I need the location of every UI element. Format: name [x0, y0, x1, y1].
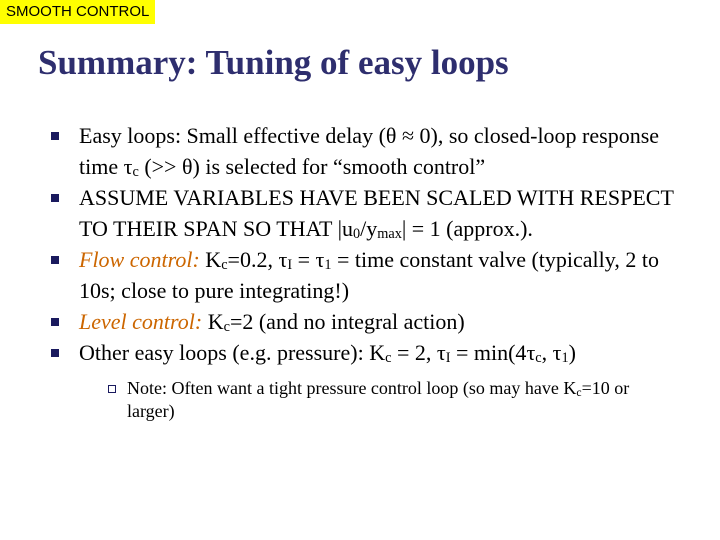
- text: =: [292, 247, 316, 272]
- bullet-list: [51, 120, 691, 423]
- tau-symbol: τ: [436, 340, 446, 365]
- text: K: [202, 309, 224, 334]
- text: ASSUME VARIABLES HAVE BEEN SCALED WITH RESPECT TO THEIR SPAN SO THAT |u: [79, 185, 674, 241]
- section-tag: SMOOTH CONTROL: [0, 0, 155, 24]
- text: /y: [360, 216, 378, 241]
- subscript: 1: [324, 257, 332, 273]
- subscript: max: [377, 226, 402, 242]
- text: ): [568, 340, 576, 365]
- theta-symbol: θ: [385, 123, 397, 148]
- hollow-square-bullet-icon: [108, 385, 116, 393]
- square-bullet-icon: [51, 256, 59, 264]
- slide-title: Summary: Tuning of easy loops: [38, 43, 509, 82]
- tau-symbol: τ: [278, 247, 288, 272]
- flow-control-label: Flow control:: [79, 247, 200, 272]
- sub-bullet-note: [108, 377, 667, 423]
- text: ) is selected for “smooth control”: [192, 154, 486, 179]
- text: =10 or larger): [127, 378, 630, 421]
- subscript: I: [445, 350, 451, 366]
- square-bullet-icon: [51, 132, 59, 140]
- text: ≈ 0), so closed-loop response time: [79, 123, 660, 179]
- square-bullet-icon: [51, 318, 59, 326]
- tau-symbol: τ: [123, 154, 133, 179]
- subscript: c: [535, 350, 542, 366]
- bullet-item-scaling: [51, 182, 691, 244]
- level-control-label: Level control:: [79, 309, 203, 334]
- subscript: 0: [352, 226, 361, 242]
- text: = min(4: [450, 340, 527, 365]
- text: Easy loops: Small effective delay (: [79, 123, 386, 148]
- subscript: c: [132, 164, 139, 180]
- subscript: c: [576, 386, 582, 399]
- text: = 2,: [391, 340, 437, 365]
- text: =2 (and no integral action): [229, 309, 465, 334]
- bullet-item-flow-control: [51, 244, 691, 306]
- bullet-item-other-loops: [51, 337, 691, 368]
- subscript: c: [385, 350, 392, 366]
- bullet-item-level-control: [51, 306, 691, 337]
- text: K: [199, 247, 222, 272]
- square-bullet-icon: [51, 349, 59, 357]
- subscript: c: [223, 319, 230, 335]
- text: Other easy loops (e.g. pressure): K: [79, 340, 386, 365]
- text: Note: Often want a tight pressure control loop (so may have K: [127, 378, 577, 398]
- text: ,: [541, 340, 553, 365]
- square-bullet-icon: [51, 194, 59, 202]
- bullet-item-easy-loops: [51, 120, 691, 182]
- text: =0.2,: [227, 247, 279, 272]
- text: = time constant valve (typically, 2 to 10s; close to pure integrating!): [79, 247, 659, 303]
- tau-symbol: τ: [315, 247, 325, 272]
- tau-symbol: τ: [526, 340, 536, 365]
- subscript: 1: [561, 350, 569, 366]
- subscript: I: [287, 257, 293, 273]
- tau-symbol: τ: [552, 340, 562, 365]
- theta-symbol: θ: [181, 154, 193, 179]
- subscript: c: [221, 257, 228, 273]
- text: | = 1 (approx.).: [401, 216, 533, 241]
- text: (>>: [138, 154, 182, 179]
